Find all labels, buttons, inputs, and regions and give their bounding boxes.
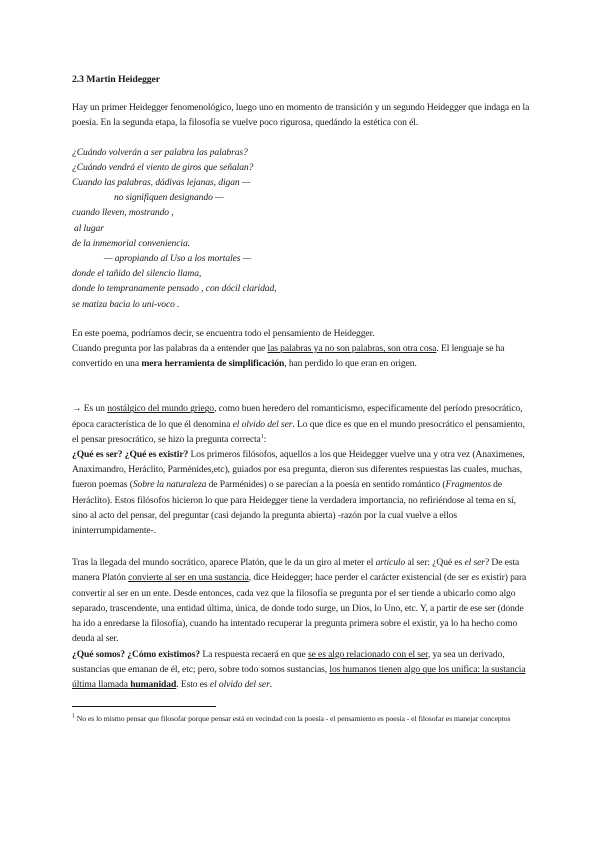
section-heading: 2.3 Martin Heidegger [72,74,161,85]
text-run: de Heráclito). Estos filósofos hicieron lo que para Heidegger tiene la verdadera importancia, no refiriéndose al tema en sí, sino al acto del pensar, del preguntar (casi dejando la pregunta abierta) -razón por la cual vuelve a ellos ininterrumpidamente-. [72,479,516,537]
text-run: . Lo que dice es que en el mundo presocrático el pensamiento, el pensar presocrático, se hizo la pregunta correcta [72,418,525,445]
italic-title: Sobre la naturaleza [132,479,207,491]
text-run: , dice Heidegger; hace perder el carácter existencial (de ser [248,572,472,584]
underlined-phrase: nostálgico del mundo griego [107,403,214,415]
text-run: de Parménides) o se parecían a la poesía en sentido romántico ( [206,479,446,491]
text-run: . Esto es [176,678,210,690]
text-run: Cuando pregunta por las palabras da a entender que [72,343,268,355]
poem-line: donde el tañido del silencio llama, [72,268,202,280]
bold-question: ¿Qué somos? ¿Cómo existimos? [72,648,201,660]
text-run: al ser: ¿Qué es [405,557,465,569]
underlined-phrase: se es algo relacionado con el ser [307,648,428,660]
intro-paragraph: Hay un primer Heidegger fenomenológico, luego uno en momento de transición y un segundo Heidegger que indaga en la poesía. En la segunda etapa, la filosofía se vuelve poco rigurosa, quedándo la estética con él. [72,102,530,129]
text-run: . El lenguaje se ha convertido en una [72,343,505,370]
text-run: Los primeros filósofos, aquellos a los que Heidegger vuelve una y otra vez (Anaximenes, Anaximandro, Heráclito, Parménides,etc), guiados por esa pregunta, dieron sus diferentes respuestas las cuales, muchas, fueron poemas ( [72,449,525,491]
italic-phrase: el ser [464,557,485,569]
footnote [72,713,530,725]
footnote-number: 1 [72,713,75,720]
italic-phrase: el olvido del ser [209,678,270,690]
text-run: . [269,678,273,690]
underlined-phrase: los humanos tienen algo que los unifica: la sustancia última llamada [72,663,526,690]
poem-line: Cuando las palabras, dádivas lejanas, digan — [72,177,251,189]
poem-line: no signifiquen designando — [114,192,224,204]
analysis-paragraph [72,326,530,372]
arrow-lead: → Es un [72,403,108,415]
poem-line: donde lo tempranamente pensado , con dócil claridad, [72,283,277,295]
underlined-phrase: convierte al ser en una sustancia [128,572,249,584]
poem-line: ¿Cuándo volverán a ser palabra las palabras? [72,146,248,158]
text-run: ? De esta manera Platón [72,557,520,584]
text-run: En este poema, podríamos decir, se encuentra todo el pensamiento de Heidegger. [72,327,375,339]
text-run: , han perdido lo que eran en origen. [284,358,417,370]
text-run: , ya sea un derivado, sustancias que emanan de él, etc; pero, sobre todo somos sustancias, [72,648,505,675]
text-run: Tras la llegada del mundo socrático, aparece Platón, que le da un giro al meter el [72,557,376,569]
poem-line: — apropiando al Uso a los mortales — [104,253,252,265]
bold-question: ¿Qué es ser? ¿Qué es existir? [72,449,189,461]
poem [72,145,530,312]
italic-phrase: artículo [375,557,406,569]
poem-line: al lugar [74,222,104,234]
poem-line: ¿Cuándo vendrá el viento de giros que señalan? [72,161,254,173]
text-run: , como buen heredero del romanticismo, específicamente del período presocrático, época característica de lo que él denomina [72,403,523,430]
text-run: La respuesta recaerá en que [200,648,308,660]
underlined-phrase: las palabras ya no son palabras, son otra cosa [267,343,437,355]
presocratic-paragraph [72,401,530,538]
italic-phrase: el olvido del ser [232,418,293,430]
italic-phrase: es [471,572,480,584]
poem-line: de la inmemorial conveniencia. [72,237,190,249]
poem-line: cuando lleven, mostrando , [72,207,174,219]
bold-underlined-phrase: humanidad [130,678,177,690]
plato-paragraph [72,555,530,646]
footnote-ref[interactable]: 1 [260,433,264,440]
italic-title: Fragmentos [445,479,491,491]
existence-paragraph [72,647,530,693]
text-run: : [263,433,267,445]
poem-line: se matiza bacia lo uni-voco . [72,298,180,310]
text-run: existir) para convertir al ser en un ente. Desde entonces, cada vez que la filosofía se pregunta por el ser tiende a ubicarlo como algo separado, trascendente, una entidad última, única, de donde todo surge, un Dios, lo Uno, etc. Y, a partir de ese ser (donde ha ido a enredarse la filosofía), cuando ha intentado recuperar la pregunta primera sobre el existir, ya lo ha hecho como deuda al ser. [72,572,527,645]
document-body [72,72,530,725]
footnote-text: No es lo mismo pensar que filosofar porque pensar está en vecindad con la poesía - el pensamiento es poesía - el filosofar es manejar conceptos [74,714,511,724]
footnote-divider [72,706,216,707]
bold-phrase: mera herramienta de simplificación [141,358,285,370]
